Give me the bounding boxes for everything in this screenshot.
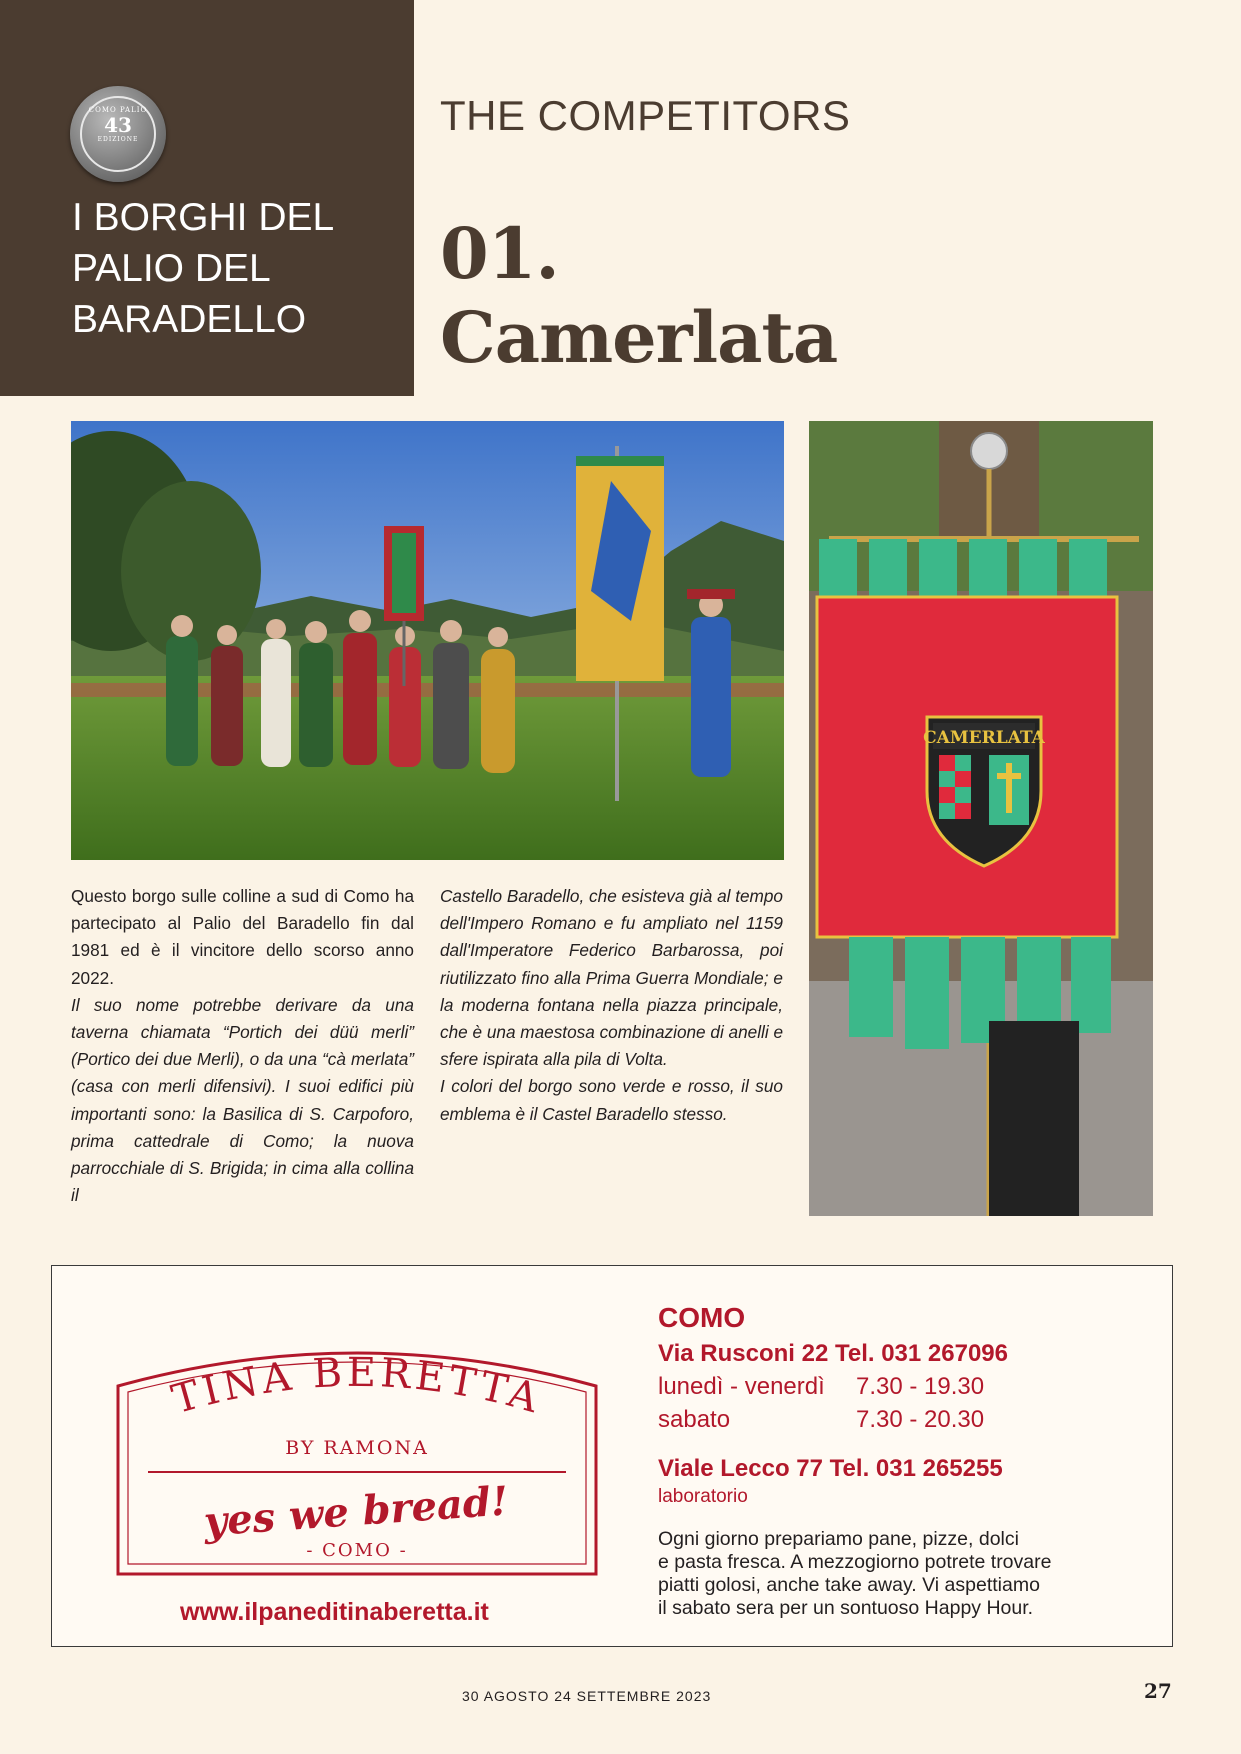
section-title-line: PALIO DEL [72, 247, 271, 290]
logo-city: - COMO - [306, 1540, 408, 1561]
badge-top-text: COMO PALIO [88, 106, 148, 114]
shop-address-2: Viale Lecco 77 Tel. 031 265255 [658, 1455, 1003, 1482]
banner-photo [809, 421, 1153, 1216]
hours-days: sabato [658, 1406, 731, 1433]
article-column-2 [440, 883, 783, 1128]
advertisement-box [51, 1265, 1173, 1647]
logo-by: BY RAMONA [285, 1437, 429, 1459]
headline-name: Camerlata [440, 296, 838, 379]
group-photo-illustration [71, 421, 784, 860]
description-line: piatti golosi, anche take away. Vi aspettiamo [658, 1574, 1040, 1596]
shop-city: COMO [658, 1302, 746, 1333]
description-line: il sabato sera per un sontuoso Happy Hour. [658, 1597, 1034, 1619]
section-title-line: I BORGHI DEL [72, 196, 335, 239]
banner-shield-text: CAMERLATA [923, 728, 1045, 748]
badge-bottom-text: EDIZIONE [97, 136, 139, 143]
website-link[interactable]: www.ilpaneditinaberetta.it [180, 1598, 489, 1626]
hours-time: 7.30 - 20.30 [856, 1406, 985, 1433]
group-photo [71, 421, 784, 860]
hours-row [658, 1373, 985, 1401]
article-paragraph-italic: Castello Baradello, che esisteva già al tempo dell'Impero Romano e fu ampliato nel 1159 dall'Imperatore Federico Barbarossa, poi riutilizzato fino alla Prima Guerra Mondiale; e la moderna fontana nella piazza principale, che è una maestosa combinazione di anelli e sfere ispirata alla pila di Volta. [440, 886, 784, 1070]
banner-photo-illustration [809, 421, 1153, 1216]
section-header-box [0, 0, 414, 396]
hours-time: 7.30 - 19.30 [856, 1373, 985, 1400]
description-line: e pasta fresca. A mezzogiorno potrete trovare [658, 1551, 1052, 1573]
headline-number: 01. [440, 212, 559, 295]
description-line: Ogni giorno prepariamo pane, pizze, dolci [658, 1528, 1019, 1550]
article-column-1 [71, 883, 414, 1209]
badge-number: 43 [104, 113, 132, 137]
page-number: 27 [1144, 1679, 1172, 1703]
section-title-line: BARADELLO [72, 298, 307, 341]
logo-name: TINA BERETTA [167, 1349, 547, 1424]
article-paragraph-italic: I colori del borgo sono verde e rosso, il suo emblema è il Castel Baradello stesso. [440, 1076, 783, 1124]
hours-days: lunedì - venerdì [658, 1373, 825, 1400]
edition-badge-ring [80, 96, 156, 172]
shop-address-2-note: laboratorio [658, 1486, 748, 1507]
page-title [440, 212, 837, 380]
article-paragraph-italic: Il suo nome potrebbe derivare da una taverna chiamata “Portich dei düü merli” (Portico dei due Merli), o da una “cà merlata” (casa con merli difensivi). I suoi edifici più importanti sono: la Basilica di S. Carpoforo, prima cattedrale di Como; la nuova parrocchiale di S. Brigida; in cima alla collina il [71, 994, 414, 1206]
article-paragraph: Questo borgo sulle colline a sud di Como ha partecipato al Palio del Baradello fin dal 1981 ed è il vincitore dello scorso anno 2022. [71, 886, 414, 988]
edition-badge-icon [70, 86, 166, 182]
shop-description [658, 1528, 1138, 1620]
logo-slogan: yes we bread! [202, 1477, 510, 1546]
svg-text:TINA BERETTA [167, 1350, 547, 1423]
tina-beretta-logo [104, 1328, 610, 1590]
kicker: THE COMPETITORS [440, 92, 851, 139]
shop-address-1: Via Rusconi 22 Tel. 031 267096 [658, 1340, 1008, 1367]
footer-date: 30 AGOSTO 24 SETTEMBRE 2023 [462, 1688, 712, 1704]
section-title [72, 192, 402, 345]
hours-row [658, 1406, 985, 1434]
